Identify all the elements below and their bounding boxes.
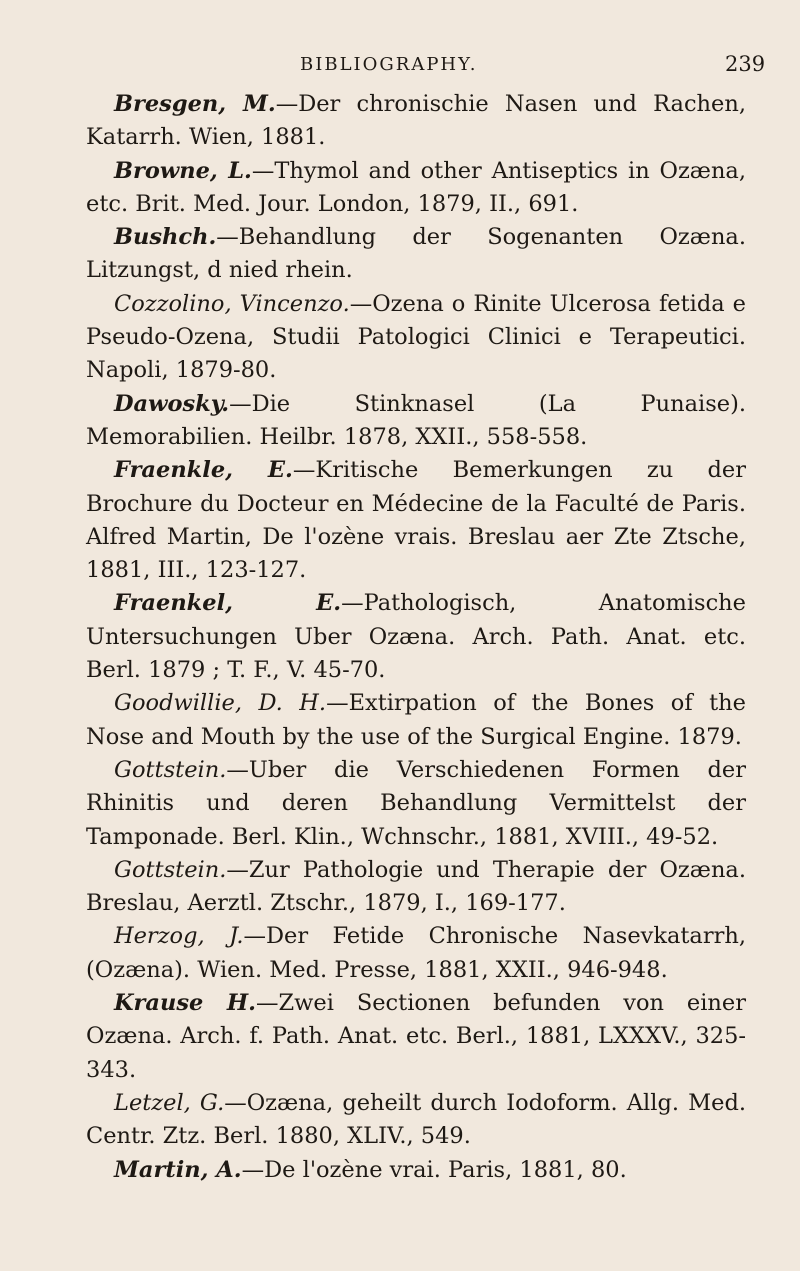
entry-dash: —	[226, 756, 249, 783]
bibliography-entry	[86, 854, 746, 921]
entry-dash: —	[224, 1089, 247, 1116]
entry-author: Bushch.	[114, 224, 217, 251]
entry-dash: —	[216, 224, 239, 251]
entry-author: Herzog, J.	[114, 923, 244, 950]
bibliography-entry	[86, 155, 746, 222]
bibliography-entry	[86, 288, 746, 388]
entry-text: Der chronischie Nasen und Rachen, Katarrh. Wien, 1881.	[86, 91, 747, 151]
running-head	[0, 54, 800, 84]
bibliography-entry	[86, 454, 746, 587]
entry-author: Krause H.	[114, 990, 257, 1017]
entry-text: Der Fetide Chronische Nasevkatarrh, (Ozæna). Wien. Med. Presse, 1881, XXII., 946-948.	[86, 923, 746, 983]
bibliography-list	[86, 88, 746, 1187]
entry-author: Fraenkle, E.	[114, 457, 293, 484]
entry-author: Letzel, G.	[114, 1089, 225, 1116]
entry-text: Thymol and other Antiseptics in Ozæna, etc. Brit. Med. Jour. London, 1879, II., 691.	[86, 157, 747, 217]
entry-dash: —	[349, 290, 373, 317]
entry-dash: —	[251, 157, 275, 184]
entry-author: Martin, A.	[114, 1156, 242, 1183]
bibliography-entry	[86, 388, 746, 455]
entry-text: De l'ozène vrai. Paris, 1881, 80.	[264, 1156, 627, 1183]
entry-text: Ozena o Rinite Ulcerosa fetida e Pseudo-Ozena, Studii Patologici Clinici e Terapeutici. Napoli, 1879-80.	[86, 290, 746, 384]
entry-dash: —	[292, 457, 316, 484]
bibliography-entry	[86, 1087, 746, 1154]
entry-dash: —	[241, 1156, 265, 1183]
entry-author: Gottstein.	[114, 756, 227, 783]
entry-dash: —	[229, 390, 252, 417]
entry-author: Browne, L.	[114, 157, 252, 184]
entry-author: Gottstein.	[114, 856, 227, 883]
entry-text: Ozæna, geheilt durch Iodoform. Allg. Med. Centr. Ztz. Berl. 1880, XLIV., 549.	[86, 1089, 746, 1150]
bibliography-entry	[86, 221, 746, 288]
entry-author: Fraenkel, E.	[114, 590, 342, 617]
bibliography-entry	[86, 987, 746, 1087]
entry-text: Zur Pathologie und Therapie der Ozæna. Breslau, Aerztl. Ztschr., 1879, I., 169-177.	[86, 856, 746, 917]
bibliography-entry	[86, 687, 746, 754]
running-head-title: BIBLIOGRAPHY.	[300, 54, 478, 75]
bibliography-entry	[86, 88, 746, 155]
entry-dash: —	[341, 590, 364, 617]
entry-author: Cozzolino, Vincenzo.	[114, 290, 350, 317]
entry-dash: —	[226, 856, 249, 883]
entry-text: Uber die Verschiedenen Formen der Rhinitis und deren Behandlung Vermittelst der Tamponade. Berl. Klin., Wchnschr., 1881, XVIII., 49-52.	[86, 756, 746, 850]
entry-author: Bresgen, M.	[114, 91, 276, 117]
entry-text: Extirpation of the Bones of the Nose and Mouth by the use of the Surgical Engine. 1879.	[86, 690, 746, 750]
page-number: 239	[725, 52, 766, 76]
entry-dash: —	[256, 990, 279, 1017]
entry-author: Dawosky.	[114, 390, 230, 417]
entry-text: Pathologisch, Anatomische Untersuchungen Uber Ozæna. Arch. Path. Anat. etc. Berl. 1879 ; T. F., V. 45-70.	[86, 590, 746, 684]
entry-author: Goodwillie, D. H.	[114, 690, 327, 717]
bibliography-entry	[86, 920, 746, 987]
entry-text: Die Stinknasel (La Punaise). Memorabilien. Heilbr. 1878, XXII., 558-558.	[86, 390, 746, 450]
entry-dash: —	[243, 923, 266, 950]
entry-text: Zwei Sectionen befunden von einer Ozæna. Arch. f. Path. Anat. etc. Berl., 1881, LXXXV., 325-343.	[86, 990, 746, 1083]
bibliography-entry	[86, 1154, 746, 1187]
bibliography-entry	[86, 754, 746, 854]
entry-dash: —	[275, 91, 299, 117]
bibliography-entry	[86, 587, 746, 687]
entry-text: Behandlung der Sogenanten Ozæna. Litzungst, d nied rhein.	[86, 224, 746, 284]
entry-dash: —	[326, 690, 349, 717]
entry-text: Kritische Bemerkungen zu der Brochure du Docteur en Médecine de la Faculté de Paris. Alfred Martin, De l'ozène vrais. Breslau aer Zte Ztsche, 1881, III., 123-127.	[86, 457, 746, 584]
